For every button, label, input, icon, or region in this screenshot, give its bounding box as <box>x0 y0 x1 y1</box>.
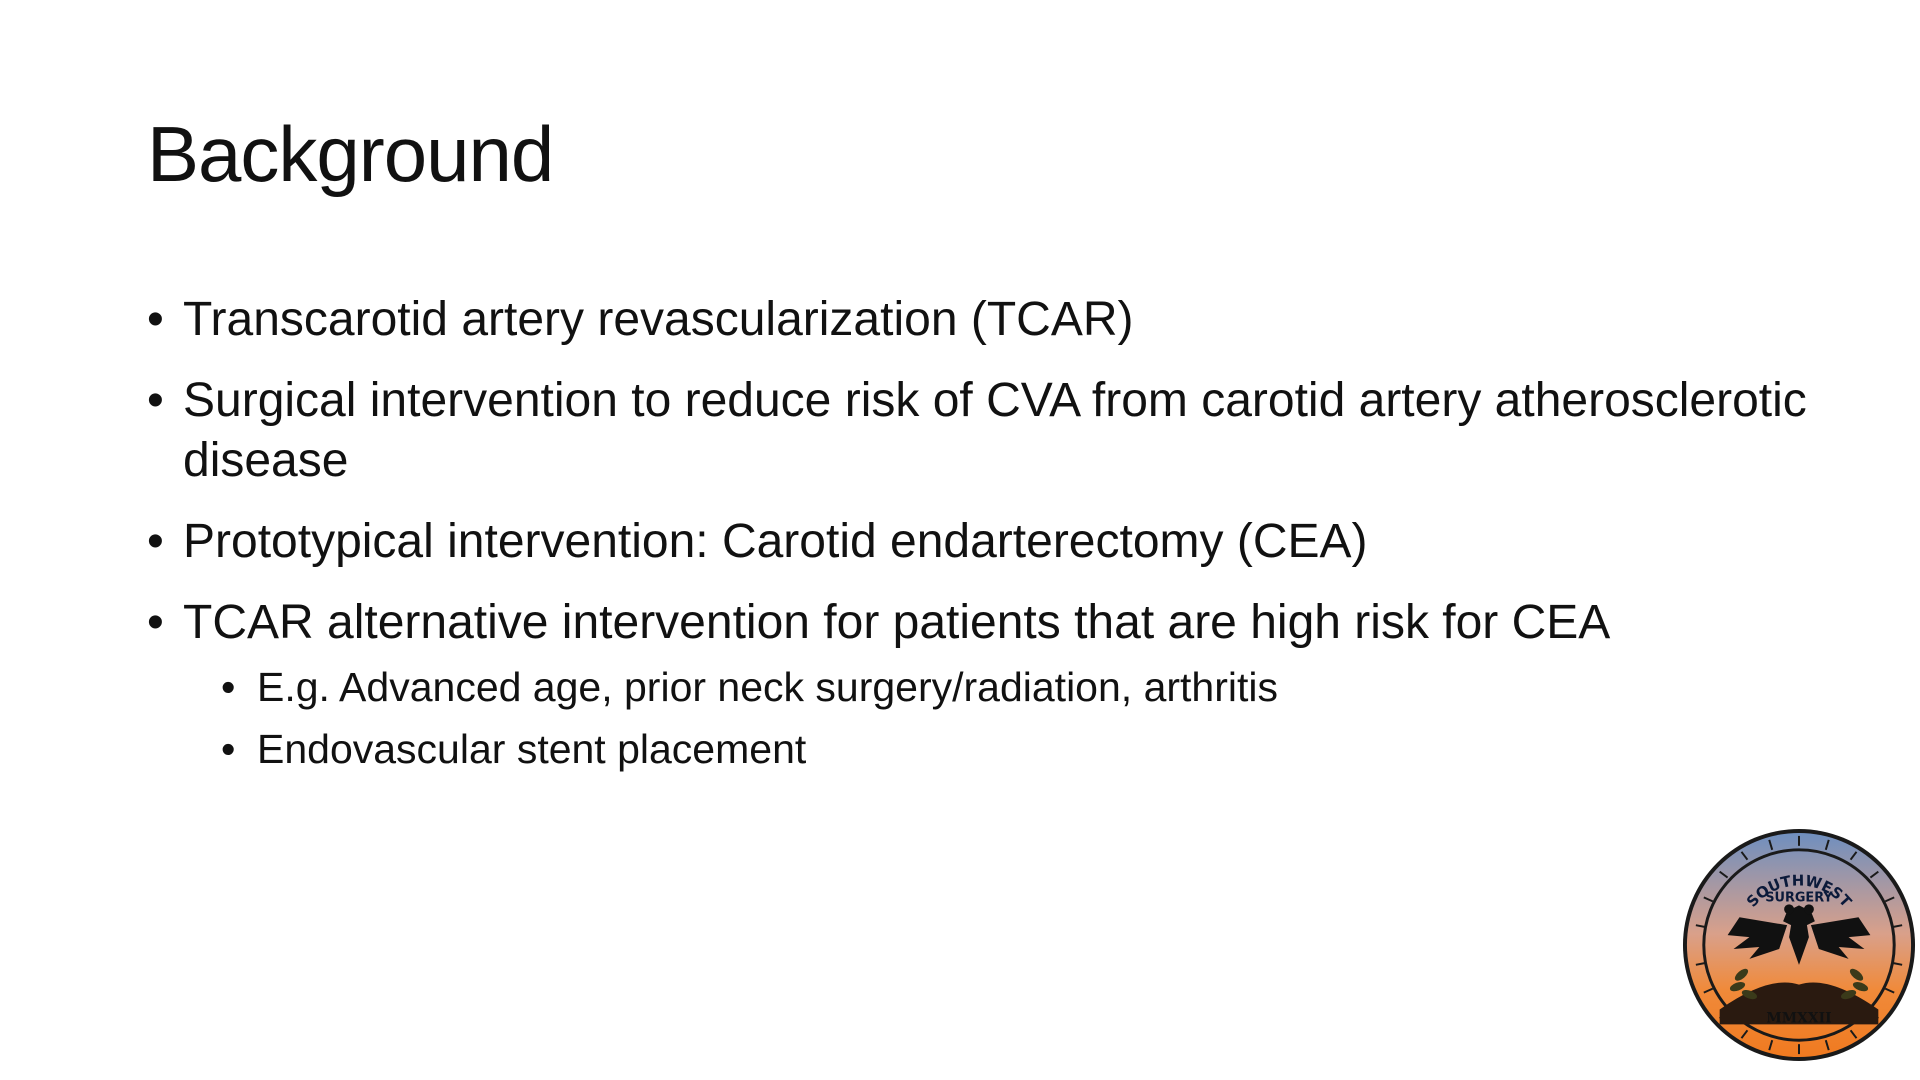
seal-top-text: SOUTHWEST <box>1742 871 1856 911</box>
bullet-item <box>147 290 1827 350</box>
bullet-list <box>147 290 1827 796</box>
bullet-item <box>147 371 1827 491</box>
sub-bullet-item <box>221 661 1827 713</box>
seal-second-text: SURGERY <box>1765 890 1833 906</box>
bullet-item <box>147 593 1827 775</box>
sub-bullet-list <box>183 661 1827 775</box>
slide-title: Background <box>147 110 554 198</box>
bullet-text: Surgical intervention to reduce risk of CVA from carotid artery atherosclerotic disease <box>183 374 1807 487</box>
sub-bullet-item <box>221 723 1827 775</box>
bullet-text: TCAR alternative intervention for patients that are high risk for CEA <box>183 596 1611 649</box>
bullet-text: Transcarotid artery revascularization (TCAR) <box>183 293 1134 346</box>
bullet-text: Prototypical intervention: Carotid endarterectomy (CEA) <box>183 515 1368 568</box>
sub-bullet-text: E.g. Advanced age, prior neck surgery/radiation, arthritis <box>257 664 1278 710</box>
sub-bullet-text: Endovascular stent placement <box>257 726 807 772</box>
bullet-item <box>147 512 1827 572</box>
seal-year-text: MMXXII <box>1766 1010 1832 1027</box>
seal-logo <box>1680 826 1918 1064</box>
